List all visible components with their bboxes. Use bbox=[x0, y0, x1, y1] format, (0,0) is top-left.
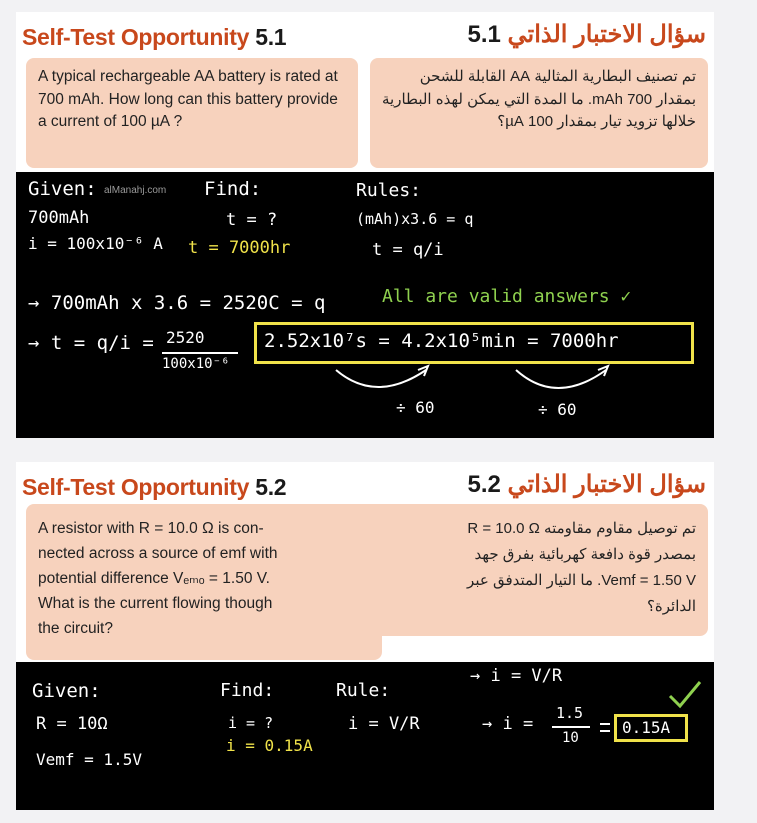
watermark: alManahj.com bbox=[104, 185, 167, 196]
fraction-numerator: 2520 bbox=[166, 328, 205, 347]
question-box-ar bbox=[362, 504, 708, 636]
valid-answers-note: All are valid answers ✓ bbox=[382, 286, 632, 307]
find-answer: i = 0.15A bbox=[226, 736, 313, 755]
section-title-en bbox=[22, 24, 286, 51]
board-strokes bbox=[16, 662, 714, 810]
rules-label: Rules: bbox=[356, 180, 422, 201]
section-title-en bbox=[22, 474, 286, 501]
rhs-denominator: 10 bbox=[562, 730, 579, 746]
checkmark-icon bbox=[670, 682, 700, 706]
title-number-ar: 5.1 bbox=[467, 21, 501, 48]
find-label: Find: bbox=[204, 178, 262, 200]
section-title-ar bbox=[467, 470, 706, 499]
answer-value: 0.15A bbox=[622, 718, 671, 737]
rhs-formula: → i = V/R bbox=[470, 666, 563, 686]
given-resistance: R = 10Ω bbox=[36, 714, 108, 734]
question-line-ar: بمصدر قوة دافعة كهربائية بفرق جهد bbox=[474, 546, 696, 563]
self-test-card-5-2 bbox=[16, 462, 714, 662]
question-line: potential difference Vₑₘₒ = 1.50 V. bbox=[38, 570, 270, 587]
question-line: nected across a source of emf with bbox=[38, 545, 278, 562]
title-text-ar: سؤال الاختبار الذاتي bbox=[507, 471, 706, 498]
given-current: i = 100x10⁻⁶ A bbox=[28, 234, 163, 253]
answer-equivalences: 2.52x10⁷s = 4.2x10⁵min = 7000hr bbox=[264, 330, 619, 352]
given-label: Given: bbox=[32, 680, 101, 702]
question-box-en bbox=[26, 504, 382, 660]
title-text: Self-Test Opportunity bbox=[22, 24, 250, 50]
find-unknown: i = ? bbox=[228, 714, 274, 732]
question-line-ar: Vemf = 1.50 V. ما التيار المتدفق عبر bbox=[467, 572, 696, 589]
rule-time: t = q/i bbox=[372, 240, 444, 260]
rule-label: Rule: bbox=[336, 680, 391, 701]
rule-ohms-law: i = V/R bbox=[348, 714, 420, 734]
given-label: Given: bbox=[28, 178, 97, 200]
conversion-arc-2 bbox=[516, 370, 606, 388]
title-text: Self-Test Opportunity bbox=[22, 474, 250, 500]
find-answer: t = 7000hr bbox=[188, 238, 291, 258]
title-text-ar: سؤال الاختبار الذاتي bbox=[507, 21, 706, 48]
step-charge: → 700mAh x 3.6 = 2520C = q bbox=[28, 292, 326, 314]
rhs-numerator: 1.5 bbox=[556, 704, 584, 722]
given-capacity: 700mAh bbox=[28, 208, 90, 228]
board-strokes bbox=[16, 172, 714, 438]
divide-60-first: ÷ 60 bbox=[396, 398, 435, 417]
section-title-ar bbox=[467, 20, 706, 49]
question-box-en: A typical rechargeable AA battery is rated at 700 mAh. How long can this battery provide a current of 100 µA ? bbox=[26, 58, 358, 168]
question-line: the circuit? bbox=[38, 620, 113, 637]
rule-charge: (mAh)x3.6 = q bbox=[356, 210, 474, 228]
title-number: 5.2 bbox=[255, 474, 287, 500]
question-line: A resistor with R = 10.0 Ω is con- bbox=[38, 520, 264, 537]
question-line-ar: تم توصيل مقاوم مقاومته R = 10.0 Ω bbox=[467, 520, 696, 537]
title-number-ar: 5.2 bbox=[467, 471, 501, 498]
conversion-arc-1 bbox=[336, 370, 426, 387]
rhs-substitution-prefix: → i = bbox=[482, 714, 534, 734]
question-line: What is the current flowing though bbox=[38, 595, 273, 612]
given-voltage: Vemf = 1.5V bbox=[36, 750, 142, 769]
handwritten-solution-5-1 bbox=[16, 172, 714, 438]
find-unknown: t = ? bbox=[226, 210, 278, 230]
self-test-card-5-1 bbox=[16, 12, 714, 172]
divide-60-second: ÷ 60 bbox=[538, 400, 577, 419]
handwritten-solution-5-2 bbox=[16, 662, 714, 810]
question-box-ar: تم تصنيف البطارية المثالية AA القابلة للشحن بمقدار 700 mAh. ما المدة التي يمكن لهذه البطارية خلالها تزويد تيار بمقدار 100 µA؟ bbox=[370, 58, 708, 168]
question-line-ar: الدائرة؟ bbox=[646, 598, 696, 615]
title-number: 5.1 bbox=[255, 24, 287, 50]
find-label: Find: bbox=[220, 680, 275, 701]
fraction-denominator: 100x10⁻⁶ bbox=[162, 356, 230, 372]
step-time-prefix: → t = q/i = bbox=[28, 332, 154, 354]
